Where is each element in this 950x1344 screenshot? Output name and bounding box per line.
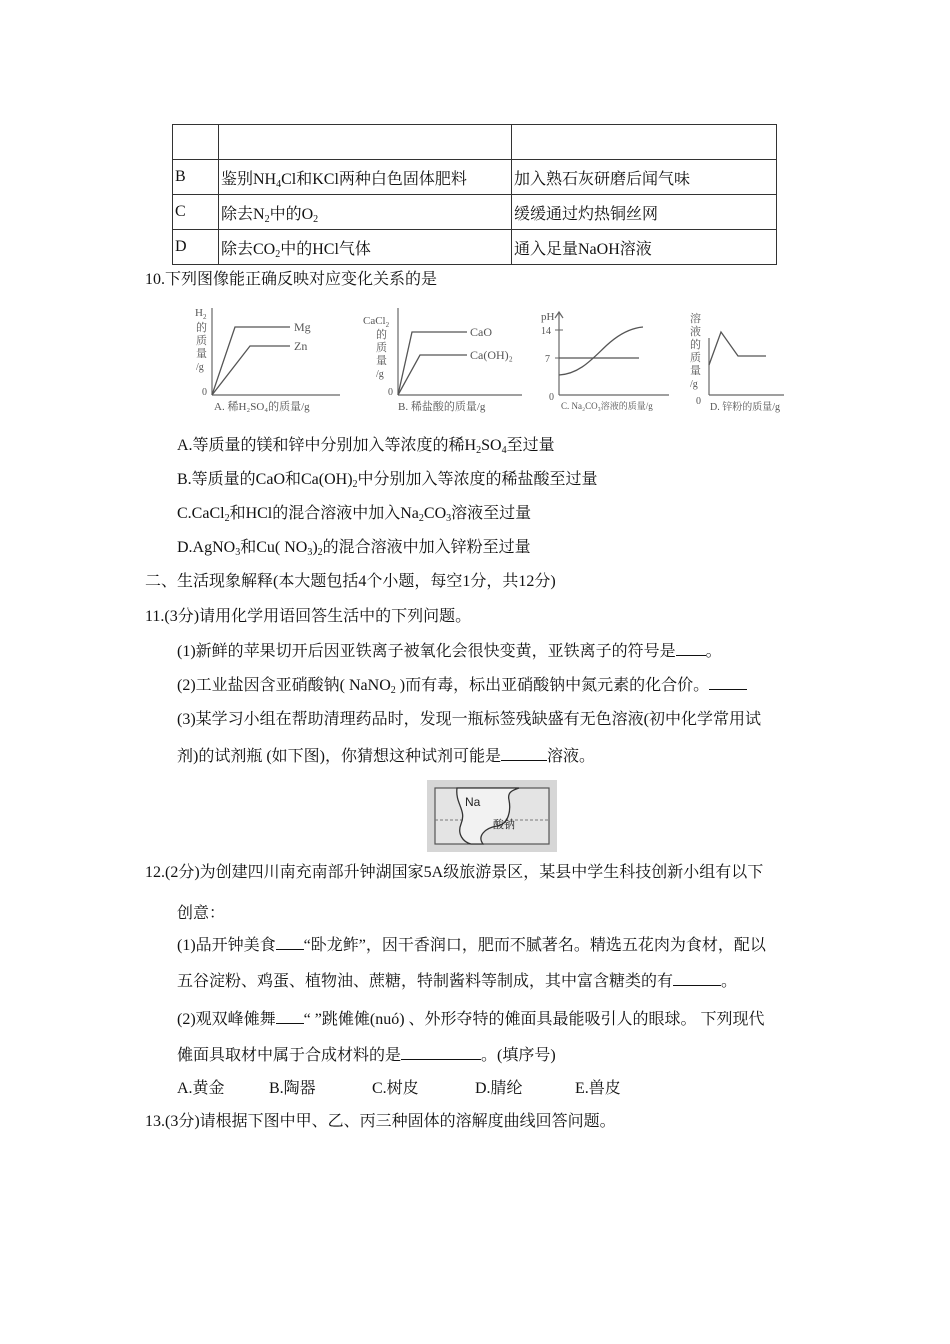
q12-stem-line1: 12.(2分)为创建四川南充南部升钟湖国家5A级旅游景区，某县中学生科技创新小组有以下	[145, 864, 764, 881]
graph-b	[362, 300, 532, 415]
graph-c	[535, 300, 680, 415]
row-method: 缓缓通过灼热铜丝网	[512, 195, 777, 230]
svg-text:质: 质	[196, 335, 207, 347]
reagent-label-image	[427, 780, 557, 852]
table-row	[173, 125, 777, 160]
label-text-acid: 酸钠	[493, 819, 515, 831]
table-row	[173, 195, 777, 230]
svg-text:H2: $H_2$	[195, 307, 207, 321]
q12-stem-line2: 创意：	[177, 905, 226, 922]
options-table	[172, 124, 777, 265]
svg-text:量: 量	[376, 355, 387, 367]
q12-part2-line2: 傩面具取材中属于合成材料的是 。(填序号)	[177, 1047, 556, 1064]
q12-choice-e: E.兽皮	[575, 1080, 621, 1097]
q11-part3-line1: (3)某学习小组在帮助清理药品时，发现一瓶标签残缺盛有无色溶液(初中化学常用试	[177, 711, 761, 728]
answer-blank[interactable]	[276, 935, 304, 950]
row-letter: D	[173, 230, 219, 265]
q12-choice-a: A.黄金	[177, 1080, 225, 1097]
row-purpose	[219, 125, 512, 160]
graph-c-ylabel: pH	[541, 311, 555, 323]
section-heading: 二、生活现象解释(本大题包括4个小题，每空1分，共12分)	[145, 573, 556, 590]
answer-blank[interactable]	[276, 1009, 304, 1024]
graph-a-ylabel: 的	[196, 322, 207, 334]
q10-option-a: A.等质量的镁和锌中分别加入等浓度的稀$H_2SO_4$至过量	[177, 437, 555, 456]
q13-stem: 13.(3分)请根据下图中甲、乙、丙三种固体的溶解度曲线回答问题。	[145, 1113, 616, 1130]
q10-option-c: C.CaCl$_2$和HCl的混合溶液中加入$Na_2CO_3$溶液至过量	[177, 505, 532, 524]
graph-a-caption: A. 稀H₂SO₄的质量/g	[214, 401, 310, 413]
q11-part1: (1)新鲜的苹果切开后因亚铁离子被氧化会很快变黄，亚铁离子的符号是 。	[177, 643, 722, 660]
q11-part3-line2: 剂)的试剂瓶 (如下图)，你猜想这种试剂可能是 溶液。	[177, 748, 596, 765]
curve-label-mg: Mg	[294, 320, 311, 334]
curve-label-zn: Zn	[294, 339, 308, 353]
svg-text:0: 0	[696, 396, 701, 407]
graph-d-caption: D. 锌粉的质量/g	[710, 402, 780, 413]
row-purpose: 除去$N_2$中的$O_2$	[219, 195, 512, 230]
q12-choice-b: B.陶器	[269, 1080, 316, 1097]
q10-option-b: B.等质量的CaO和$Ca(OH)_2$中分别加入等浓度的稀盐酸至过量	[177, 471, 598, 490]
q12-part1-line2: 五谷淀粉、鸡蛋、植物油、蔗糖，特制酱料等制成，其中富含糖类的有 。	[177, 973, 738, 990]
q12-choice-d: D.腈纶	[475, 1080, 523, 1097]
svg-text:0: 0	[202, 387, 207, 398]
row-purpose: 鉴别$NH_4Cl$和KCl两种白色固体肥料	[219, 160, 512, 195]
row-method: 加入熟石灰研磨后闻气味	[512, 160, 777, 195]
graph-d	[686, 300, 810, 415]
q12-choice-c: C.树皮	[372, 1080, 419, 1097]
tick-7: 7	[545, 354, 550, 365]
svg-text:液: 液	[690, 326, 701, 338]
graph-c-caption: C. Na₂CO₃溶液的质量/g	[561, 401, 653, 411]
label-text-na: Na	[465, 795, 481, 809]
graph-a	[190, 300, 360, 415]
row-letter	[173, 125, 219, 160]
table-row	[173, 160, 777, 195]
curve-label-caoh2: Ca(OH)₂	[470, 348, 513, 362]
q10-stem: 10.下列图像能正确反映对应变化关系的是	[145, 271, 438, 288]
answer-blank[interactable]	[676, 641, 706, 656]
svg-text:/g: /g	[376, 369, 384, 380]
svg-text:0: 0	[388, 387, 393, 398]
row-method: 通入足量NaOH溶液	[512, 230, 777, 265]
answer-blank[interactable]	[709, 675, 747, 690]
svg-text:/g: /g	[196, 362, 204, 373]
curve-label-cao: CaO	[470, 325, 492, 339]
svg-text:CaCl2: CaCl$_2$	[363, 315, 390, 329]
q12-part2-line1: (2)观双峰傩舞 “ ”跳傩傩(nuó) 、外形夺特的傩面具最能吸引人的眼球。 下列现代	[177, 1011, 765, 1028]
answer-blank[interactable]	[401, 1045, 481, 1060]
answer-blank[interactable]	[501, 746, 547, 761]
graph-a-ylabel-h: H	[195, 307, 203, 319]
table-row	[173, 230, 777, 265]
q11-part2: (2)工业盐因含亚硝酸钠( NaNO$_2$ )而有毒，标出亚硝酸钠中氮元素的化合价。	[177, 675, 747, 696]
svg-text:量: 量	[196, 348, 207, 360]
graph-b-ylabel-cacl: CaCl	[363, 315, 386, 327]
row-letter: C	[173, 195, 219, 230]
svg-text:0: 0	[549, 392, 554, 403]
svg-text:质: 质	[376, 342, 387, 354]
tick-14: 14	[541, 326, 551, 337]
graph-d-ylabel: 溶	[690, 313, 701, 325]
answer-blank[interactable]	[673, 971, 721, 986]
svg-text:的: 的	[690, 339, 701, 351]
row-letter: B	[173, 160, 219, 195]
row-purpose: 除去$CO_2$中的HCl气体	[219, 230, 512, 265]
svg-text:的: 的	[376, 329, 387, 341]
q10-option-d: D.AgNO$_3$和Cu( $NO_3)_2$的混合溶液中加入锌粉至过量	[177, 539, 531, 558]
q12-part1-line1: (1)品开钟美食 “卧龙鲊”，因干香润口，肥而不腻著名。精选五花肉为食材，配以	[177, 937, 766, 954]
svg-text:/g: /g	[690, 379, 698, 390]
svg-text:质: 质	[690, 352, 701, 364]
svg-text:量: 量	[690, 365, 701, 377]
row-method	[512, 125, 777, 160]
q11-stem: 11.(3分)请用化学用语回答生活中的下列问题。	[145, 608, 472, 625]
graph-b-caption: B. 稀盐酸的质量/g	[398, 401, 486, 413]
